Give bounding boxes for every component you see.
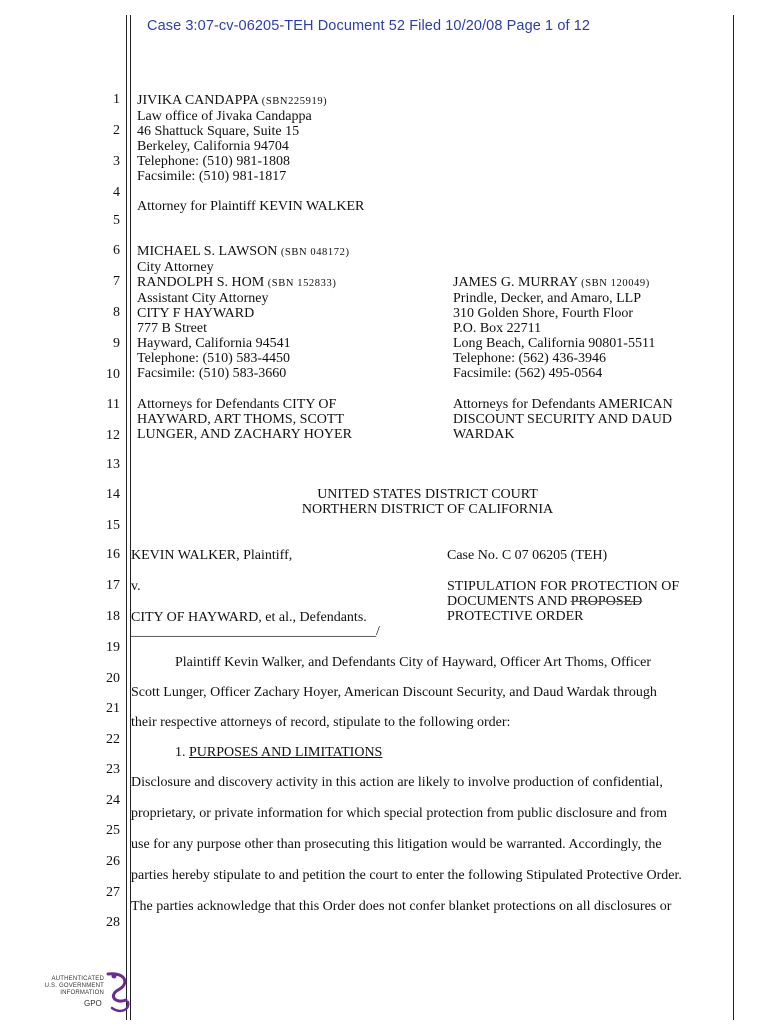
security-counsel-role-line: WARDAK [453, 427, 515, 442]
plaintiff-counsel-line: Telephone: (510) 981-1808 [137, 154, 290, 169]
plaintiff-counsel-name: JIVIKA CANDAPPA [137, 93, 259, 108]
caption-plaintiff: KEVIN WALKER, Plaintiff, [131, 548, 293, 563]
body-para1-line: their respective attorneys of record, stipulate to the following order: [131, 715, 511, 730]
line-number: 2 [113, 123, 120, 138]
line-number: 6 [113, 243, 120, 258]
struck-proposed: PROPOSED [570, 594, 643, 609]
document-title [447, 579, 679, 624]
line-number: 26 [106, 854, 120, 869]
plaintiff-counsel-line: Facsimile: (510) 981-1817 [137, 169, 287, 184]
line-number: 21 [106, 701, 120, 716]
line-number: 23 [106, 762, 120, 777]
court-name: UNITED STATES DISTRICT COURT [317, 487, 538, 502]
caption-rule: ___________________________________/ [131, 624, 380, 639]
city-counsel-name1: MICHAEL S. LAWSON [137, 244, 278, 259]
document-title-line1: STIPULATION FOR PROTECTION OF [447, 579, 680, 594]
line-number: 15 [106, 518, 120, 533]
city-counsel-line: Facsimile: (510) 583-3660 [137, 366, 287, 381]
city-counsel-sbn2: (SBN 152833) [267, 278, 337, 289]
plaintiff-counsel-line: 46 Shattuck Square, Suite 15 [137, 124, 300, 139]
line-number: 25 [106, 823, 120, 838]
gpo-seal-line: AUTHENTICATED [51, 976, 104, 982]
line-number: 16 [106, 547, 120, 562]
city-counsel-sbn1: (SBN 048172) [280, 247, 350, 258]
city-counsel-block [137, 244, 350, 381]
body-para2-line: proprietary, or private information for which special protection from public disclosure and from [131, 806, 667, 821]
left-margin-rule-outer [126, 15, 127, 1020]
gpo-seal-line: INFORMATION [60, 990, 104, 996]
security-counsel-name: JAMES G. MURRAY [453, 275, 578, 290]
line-number: 4 [113, 185, 120, 200]
line-number: 13 [106, 457, 120, 472]
line-number: 8 [113, 305, 120, 320]
court-district: NORTHERN DISTRICT OF CALIFORNIA [301, 502, 554, 517]
line-number: 12 [106, 428, 120, 443]
right-margin-rule [733, 15, 734, 1020]
security-counsel-role [453, 397, 673, 442]
document-title-line2-text: DOCUMENTS AND [447, 594, 571, 609]
line-number: 22 [106, 732, 120, 747]
security-counsel-line: Long Beach, California 90801-5511 [453, 336, 656, 351]
city-counsel-name1-line [137, 244, 350, 260]
document-header: Case 3:07-cv-06205-TEH Document 52 Filed 10/20/08 Page 1 of 12 [147, 18, 591, 34]
security-counsel-line: 310 Golden Shore, Fourth Floor [453, 306, 634, 321]
line-number: 11 [106, 397, 120, 412]
security-counsel-name-line [453, 275, 655, 291]
security-counsel-role-line: Attorneys for Defendants AMERICAN [453, 397, 673, 412]
body-para2-line: Disclosure and discovery activity in this action are likely to involve production of confidential, [131, 775, 663, 790]
body-para2-line: parties hereby stipulate to and petition the court to enter the following Stipulated Protective Order. [131, 868, 682, 883]
body-para2-line: The parties acknowledge that this Order does not confer blanket protections on all disclosures or [131, 899, 672, 914]
plaintiff-counsel-block [137, 93, 327, 184]
city-counsel-role-line: LUNGER, AND ZACHARY HOYER [137, 427, 352, 442]
security-counsel-line: Telephone: (562) 436-3946 [453, 351, 606, 366]
security-counsel-line: P.O. Box 22711 [453, 321, 542, 336]
line-number: 14 [106, 487, 120, 502]
security-counsel-line: Prindle, Decker, and Amaro, LLP [453, 291, 642, 306]
body-para2-line: use for any purpose other than prosecuting this litigation would be warranted. Accordingly, the [131, 837, 662, 852]
body-para1-line: Scott Lunger, Officer Zachary Hoyer, American Discount Security, and Daud Wardak through [131, 685, 657, 700]
caption-defendants: CITY OF HAYWARD, et al., Defendants. [131, 610, 367, 625]
line-number: 3 [113, 154, 120, 169]
security-counsel-sbn: (SBN 120049) [581, 278, 650, 289]
security-counsel-block [453, 275, 655, 381]
document-title-line3: PROTECTIVE ORDER [447, 609, 584, 624]
security-counsel-role-line: DISCOUNT SECURITY AND DAUD [453, 412, 672, 427]
gpo-authentication-seal [30, 970, 140, 1016]
gpo-seal-mark: GPO [84, 999, 102, 1008]
city-counsel-line: Telephone: (510) 583-4450 [137, 351, 290, 366]
plaintiff-counsel-sbn: (SBN225919) [261, 96, 328, 107]
city-counsel-name2: RANDOLPH S. HOM [137, 275, 265, 290]
line-number: 5 [113, 213, 120, 228]
line-number: 1 [113, 92, 120, 107]
plaintiff-counsel-name-line [137, 93, 327, 109]
city-counsel-line: Hayward, California 94541 [137, 336, 291, 351]
caption-versus: v. [131, 579, 141, 594]
line-number: 18 [106, 609, 120, 624]
line-number: 17 [106, 578, 120, 593]
line-number: 10 [106, 367, 120, 382]
city-counsel-line: CITY F HAYWARD [137, 306, 255, 321]
line-number: 19 [106, 640, 120, 655]
city-counsel-line: 777 B Street [137, 321, 207, 336]
city-counsel-name2-line [137, 275, 350, 291]
line-number: 7 [113, 274, 120, 289]
section-heading [175, 745, 382, 761]
plaintiff-counsel-role: Attorney for Plaintiff KEVIN WALKER [137, 199, 365, 214]
city-counsel-role-line: HAYWARD, ART THOMS, SCOTT [137, 412, 344, 427]
security-counsel-line: Facsimile: (562) 495-0564 [453, 366, 603, 381]
gpo-seal-text [30, 976, 104, 997]
case-number: Case No. C 07 06205 (TEH) [447, 548, 608, 563]
line-number: 20 [106, 671, 120, 686]
body-para1-line: Plaintiff Kevin Walker, and Defendants City of Hayward, Officer Art Thoms, Officer [175, 655, 652, 670]
city-counsel-role [137, 397, 352, 442]
city-counsel-title1: City Attorney [137, 260, 214, 275]
document-title-line2 [447, 594, 679, 609]
line-number: 28 [106, 915, 120, 930]
section-title: PURPOSES AND LIMITATIONS [189, 745, 383, 760]
line-number: 27 [106, 885, 120, 900]
gpo-seal-line: U.S. GOVERNMENT [44, 983, 104, 989]
plaintiff-counsel-line: Law office of Jivaka Candappa [137, 109, 312, 124]
plaintiff-counsel-line: Berkeley, California 94704 [137, 139, 289, 154]
court-heading [200, 487, 655, 517]
line-number: 9 [113, 336, 120, 351]
city-counsel-line: Assistant City Attorney [137, 291, 269, 306]
section-number: 1. [175, 745, 189, 760]
city-counsel-role-line: Attorneys for Defendants CITY OF [137, 397, 337, 412]
line-number: 24 [106, 793, 120, 808]
